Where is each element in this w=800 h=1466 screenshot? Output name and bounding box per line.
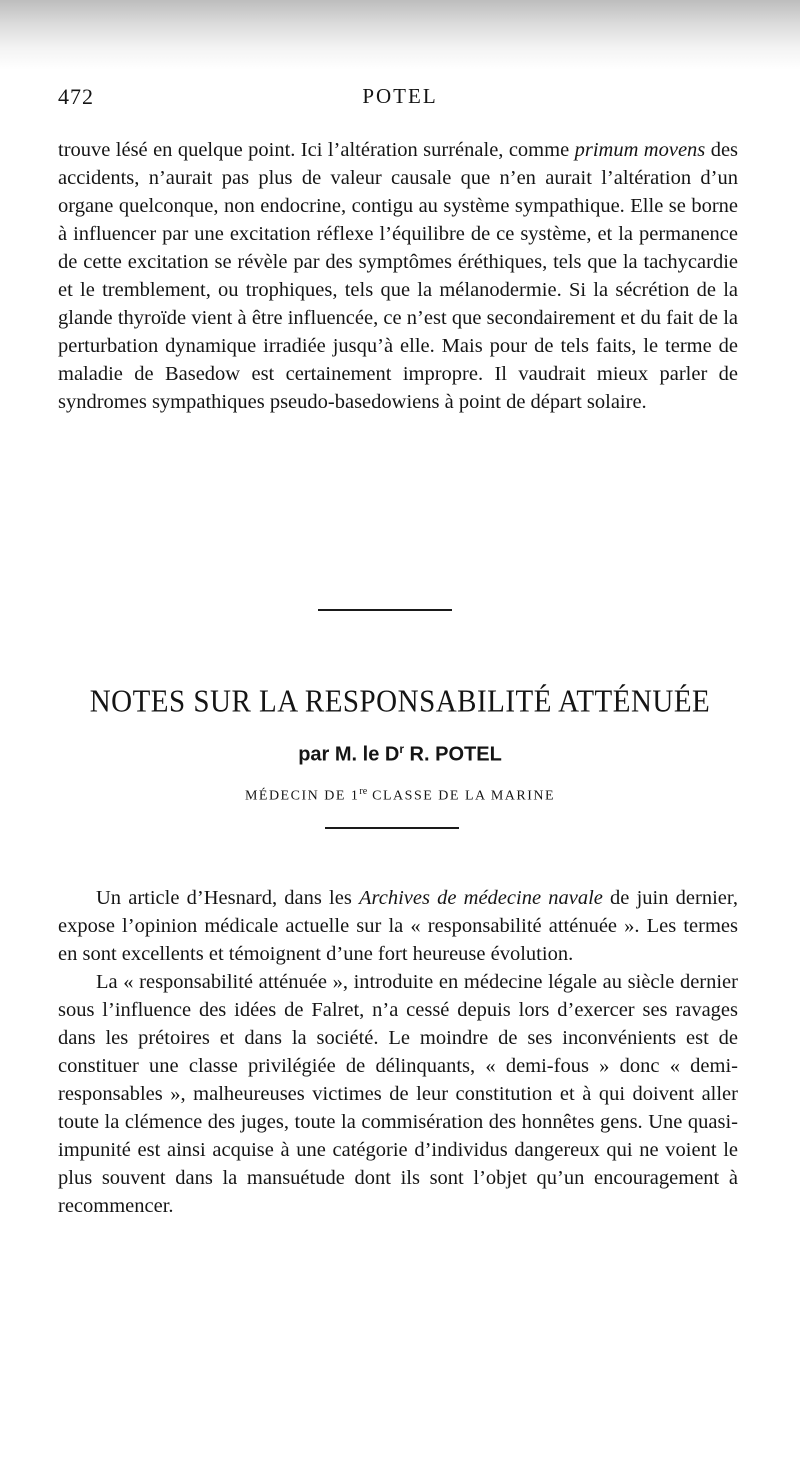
italic-phrase: Archives de médecine navale: [359, 887, 603, 909]
italic-phrase: primum movens: [574, 139, 706, 161]
running-head: POTEL: [362, 84, 438, 108]
scan-top-edge: [0, 0, 800, 70]
paragraph-text: trouve lésé en quelque point. Ici l’altération surrénale, comme: [58, 139, 575, 161]
article-title: NOTES SUR LA RESPONSABILITÉ ATTÉNUÉE: [89, 684, 711, 720]
section-divider: [318, 609, 452, 611]
affiliation-suffix: CLASSE DE LA MARINE: [367, 788, 556, 804]
article-body: [58, 884, 738, 1220]
affiliation-prefix: MÉDECIN DE 1: [244, 788, 360, 804]
title-divider: [325, 827, 459, 829]
paragraph: [58, 884, 738, 968]
paragraph: [58, 136, 738, 416]
article-byline: [0, 742, 800, 767]
affiliation-superscript: re: [359, 786, 368, 797]
byline-prefix: par M. le D: [298, 743, 400, 766]
paragraph-text: La « responsabilité atténuée », introduite en médecine légale au siècle dernier sous l’influence des idées de Falret, n’a cessé depuis lors d’exercer ses ravages dans les prétoires et dans la société. Le moindre de ses inconvénients est de constituer une classe privilégiée de délinquants, « demi-fous » donc « demi-responsables », malheureuses victimes de leur constitution et à qui doivent aller toute la clémence des juges, toute la commisération des honnêtes gens. Une quasi-impunité est ainsi acquise à une catégorie d’individus dangereux qui ne voient le plus souvent dans la mansuétude dont ils sont l’objet qu’un encouragement à recommencer.: [58, 971, 738, 1217]
previous-article-text: [58, 136, 738, 416]
paragraph: [58, 968, 738, 1220]
author-affiliation: [0, 786, 800, 805]
author-name: R. POTEL: [404, 743, 502, 766]
paragraph-text: des accidents, n’aurait pas plus de valeur causale que n’en aurait l’altération d’un organe quelconque, non endocrine, contigu au système sympathique. Elle se borne à influencer par une excitation réflexe l’équilibre de ce système, et la permanence de cette excitation se révèle par des symptômes éréthiques, tels que la tachycardie et le tremblement, ou trophiques, tels que la mélanodermie. Si la sécrétion de la glande thyroïde vient à être influencée, ce n’est que secondairement et du fait de la perturbation dynamique irradiée jusqu’à elle. Mais pour de tels faits, le terme de maladie de Basedow est certainement impropre. Il vaudrait mieux parler de syndromes sympathiques pseudo-basedowiens à point de départ solaire.: [58, 139, 739, 413]
paragraph-text: de juin dernier, expose l’opinion médicale actuelle sur la « responsabilité atténuée ». Les termes en sont excellents et témoignent d’une fort heureuse évolution.: [58, 887, 738, 965]
page-number: 472: [58, 84, 94, 109]
byline-superscript: r: [399, 742, 404, 756]
paragraph-text: Un article d’Hesnard, dans les: [96, 887, 359, 909]
